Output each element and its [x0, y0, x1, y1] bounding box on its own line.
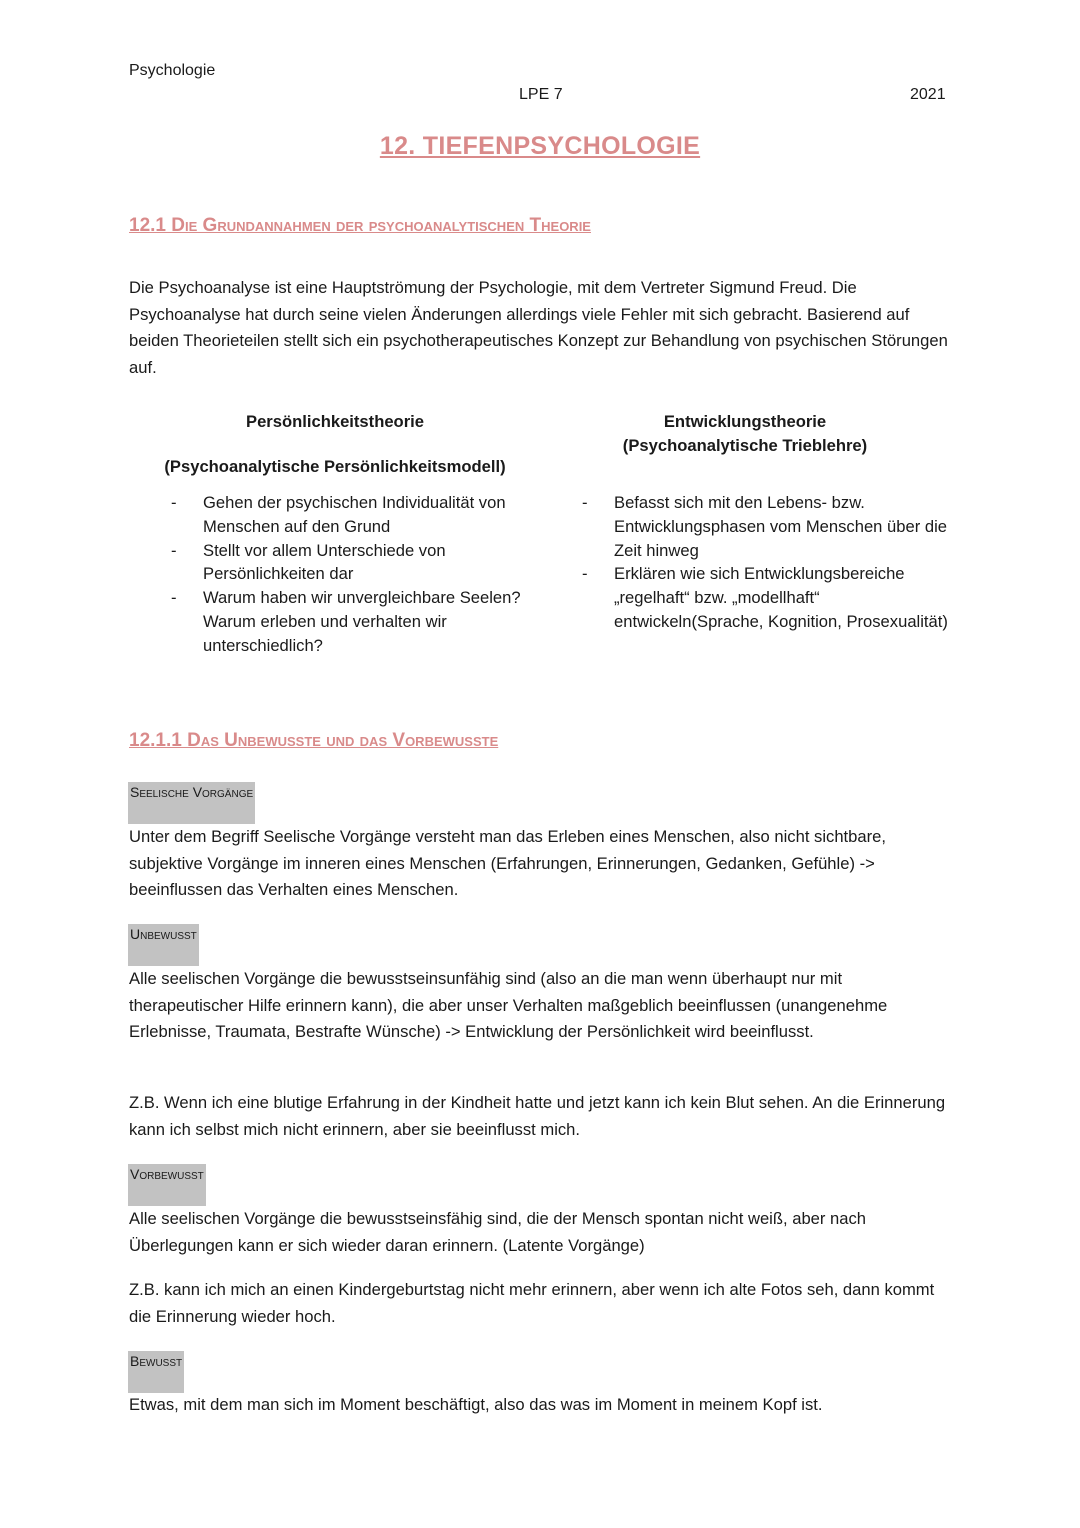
left-column-list	[129, 491, 529, 658]
right-column-list	[540, 491, 950, 634]
label-seelische-vorgaenge: Seelische Vorgänge	[128, 782, 255, 824]
list-item: - Stellt vor allem Unterschiede von Persönlichkeiten dar	[129, 539, 529, 587]
right-column-title: Entwicklungstheorie	[663, 412, 827, 431]
label-unbewusst: Unbewusst	[128, 924, 199, 966]
header-subject: Psychologie	[129, 62, 216, 79]
vorbewusst-text: Alle seelischen Vorgänge die bewusstseinsfähig sind, die der Mensch spontan nicht weiß, aber nach Überlegungen kann er sich wieder daran erinnern. (Latente Vorgänge)	[129, 1209, 867, 1255]
list-item: - Gehen der psychischen Individualität von Menschen auf den Grund	[129, 491, 529, 539]
list-item: - Erklären wie sich Entwicklungsbereiche „regelhaft“ bzw. „modellhaft“ entwickeln(Sprache, Kognition, Prosexualität)	[540, 562, 950, 633]
page-title: 12. TIEFENPSYCHOLOGIE	[379, 132, 701, 160]
vorbewusst-example: Z.B. kann ich mich an einen Kindergeburtstag nicht mehr erinnern, aber wenn ich alte Fotos seh, dann kommt die Erinnerung wieder hoch.	[129, 1280, 935, 1326]
left-column-subtitle: (Psychoanalytische Persönlichkeitsmodell)	[164, 457, 506, 476]
unbewusst-example: Z.B. Wenn ich eine blutige Erfahrung in der Kindheit hatte und jetzt kann ich kein Blut sehen. An die Erinnerung kann ich selbst mich nicht erinnern, aber sie beeinflusst mich.	[129, 1093, 946, 1139]
header-unit: LPE 7	[519, 86, 563, 103]
label-bewusst: Bewusst	[128, 1351, 184, 1393]
section-heading-12-1-1: 12.1.1 Das Unbewusste und das Vorbewusste	[129, 730, 499, 751]
bewusst-text: Etwas, mit dem man sich im Moment beschäftigt, also das was im Moment in meinem Kopf ist.	[129, 1395, 823, 1414]
seelische-vorgaenge-text: Unter dem Begriff Seelische Vorgänge versteht man das Erleben eines Menschen, also nicht sichtbare, subjektive Vorgänge im inneren eines Menschen (Erfahrungen, Erinnerungen, Gedanken, Gefühle) -> beeinflussen das Verhalten eines Menschen.	[129, 827, 886, 899]
left-column-title: Persönlichkeitstheorie	[246, 412, 424, 431]
list-item: - Warum haben wir unvergleichbare Seelen? Warum erleben und verhalten wir unterschiedlich?	[129, 586, 529, 657]
unbewusst-text: Alle seelischen Vorgänge die bewusstseinsunfähig sind (also an die man wenn überhaupt nur mit therapeutischer Hilfe erinnern kann), die aber unser Verhalten maßgeblich beeinflussen (unangenehme Erlebnisse, Traumata, Bestrafte Wünsche) -> Entwicklung der Persönlichkeit wird beeinflusst.	[129, 969, 888, 1041]
header-year: 2021	[910, 86, 946, 103]
section-heading-12-1: 12.1 Die Grundannahmen der psychoanalytischen Theorie	[129, 215, 591, 236]
list-item: - Befasst sich mit den Lebens- bzw. Entwicklungsphasen vom Menschen über die Zeit hinweg	[540, 491, 950, 562]
label-vorbewusst: Vorbewusst	[128, 1164, 206, 1206]
right-column-subtitle: (Psychoanalytische Trieblehre)	[622, 436, 868, 455]
intro-paragraph: Die Psychoanalyse ist eine Hauptströmung der Psychologie, mit dem Vertreter Sigmund Freud. Die Psychoanalyse hat durch seine vielen Änderungen allerdings viele Fehler mit sich gebracht. Basierend auf beiden Theorieteilen stellt sich ein psychotherapeutisches Konzept zur Behandlung von psychischen Störungen auf.	[129, 278, 948, 377]
